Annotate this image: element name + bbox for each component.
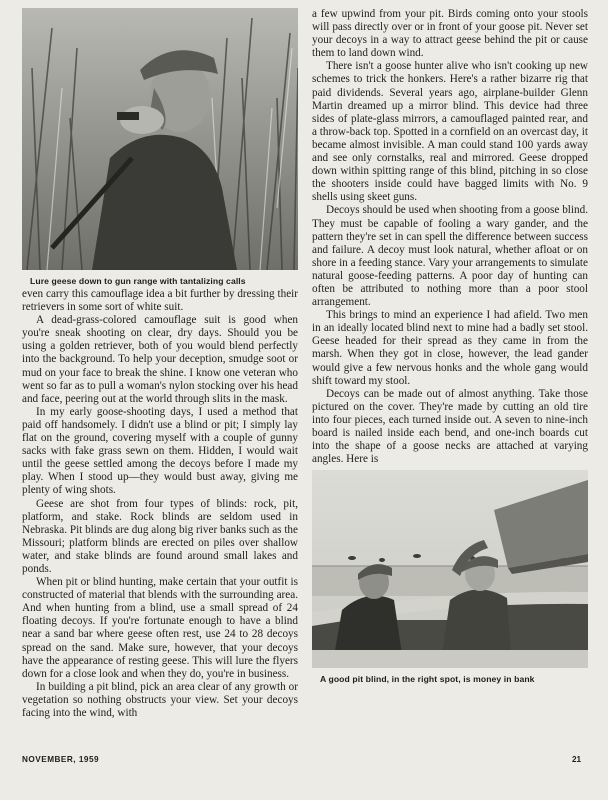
paragraph: In building a pit blind, pick an area clear of any growth or vegetation so nothing obstructs your view. Set your decoys facing into the wind, with [22, 680, 298, 719]
paragraph: a few upwind from your pit. Birds coming onto your stools will pass directly over or in front of your goose pit. Never set your decoys in a way to attract geese behind the pit or cause them to land down wind. [312, 8, 588, 60]
paragraph: This brings to mind an experience I had afield. Two men in an ideally located blind next to mine had a badly set stool. Geese headed for their spread as they came in from the marsh. When they got in close, however, the lead gander would give a few nervous honks and the whole gang would shift toward my stool. [312, 309, 588, 387]
paragraph: Geese are shot from four types of blinds: rock, pit, platform, and stake. Rock blinds are seldom used in Nebraska. Pit blinds are dug along big river banks such as the Missouri; platform blinds are erected on piles over shallow water, and stake blinds are found around small lakes and ponds. [22, 497, 298, 575]
right-column [312, 8, 588, 684]
paragraph: even carry this camouflage idea a bit further by dressing their retrievers in some sort of white suit. [22, 288, 298, 314]
paragraph: A dead-grass-colored camouflage suit is good when you're sneak shooting on clear, dry days. Should you be using a golden retriever, both of you would blend perfectly into the background. To help your deception, smudge soot or mud on your face to break the shine. I know one veteran who went so far as to pull a woman's nylon stocking over his head and face, peering out at the world through slits in the mask. [22, 314, 298, 405]
paragraph: Decoys should be used when shooting from a goose blind. They must be capable of fooling a wary gander, and the pattern they're set in can spell the difference between success and failure. A decoy must look natural, whether afloat or on shore in a feeding stance. Vary your arrangements to simulate natural goose-feeding patterns. A poor day of hunting can often be attributed to nothing more than a poor stool arrangement. [312, 204, 588, 309]
right-column-text [312, 8, 588, 466]
photo-caption-bottom: A good pit blind, in the right spot, is money in bank [320, 674, 535, 685]
paragraph: Decoys can be made out of almost anything. Take those pictured on the cover. They're made by cutting an old tire into four pieces, each turned inside out. A seven to nine-inch board is nailed inside each bend, and one-inch boards cut into the shape of a goose necks are attached at varying angles. Here is [312, 387, 588, 466]
left-column-text [22, 288, 298, 720]
issue-date: NOVEMBER, 1959 [22, 755, 100, 764]
paragraph: There isn't a goose hunter alive who isn't cooking up new schemes to trick the honkers. Here's a rather bizarre rig that paid dividends. Several years ago, airplane-builder Glenn Martin dreamed up a mirror blind. This device had three sides of plate-glass mirrors, a camouflaged painted rear, and a throw-back top. Spotted in a cornfield on an overcast day, it became almost invisible. A man could stand 100 yards away and see only cornstalks, real and mirrored. Geese dropped down within spitting range of this blind, pitching in so close the shooters inside could have bagged limits with No. 9 shells using skeet guns. [312, 60, 588, 204]
pit-blind-illustration [312, 470, 588, 668]
left-column [22, 8, 298, 720]
hunter-calling-illustration [22, 8, 298, 270]
pit-blind-figure [312, 470, 588, 684]
page-number: 21 [572, 755, 582, 764]
paragraph: When pit or blind hunting, make certain that your outfit is constructed of material that blends with the surrounding area. And when hunting from a blind, use a small spread of 24 floating decoys. If you're fortunate enough to have a blind near a sand bar where geese often rest, use 24 to 28 decoys spread on the sand. Make sure, however, that your decoys have the appearance of resting geese. This will lure the flyers down for a close look and when they do, you're in business. [22, 576, 298, 680]
photo-caption-top: Lure geese down to gun range with tantalizing calls [30, 276, 246, 286]
hunter-calling-photo [22, 8, 298, 270]
paragraph: In my early goose-shooting days, I used a method that paid off handsomely. I didn't use a blind or pit; I simply lay flat on the ground, covering myself with a couple of gunny sacks with fake grass sewn on them. Hidden, I would wait until the geese settled among the decoys before I made my play. When I stood up—they would bust away, giving me plenty of wing shots. [22, 405, 298, 497]
pit-blind-photo [312, 470, 588, 668]
